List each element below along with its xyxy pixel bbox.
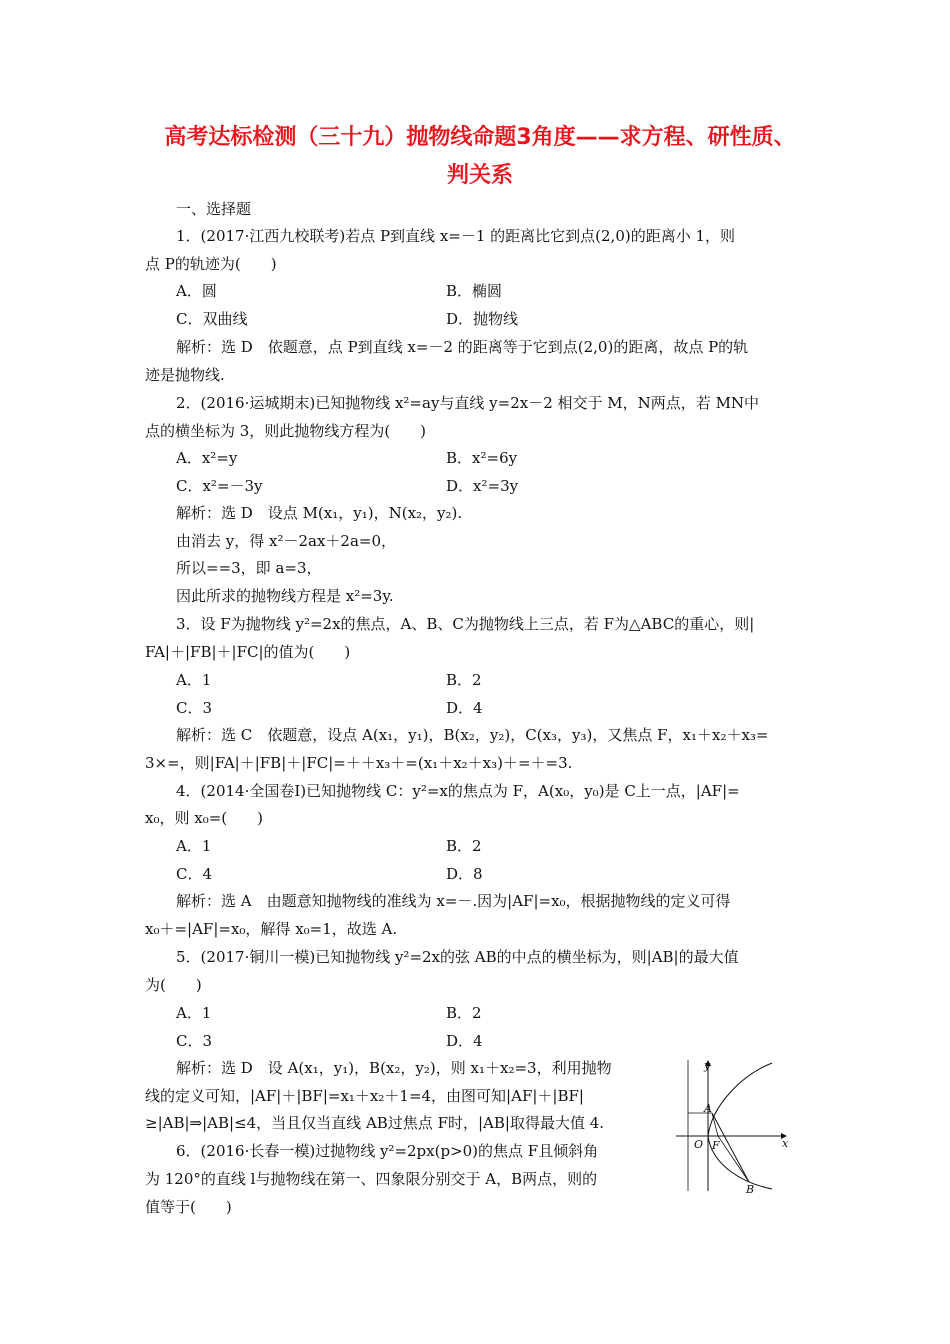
- q2-option-c: C．x²=－3y: [176, 477, 263, 495]
- q4-solution-line-2: x₀＋=|AF|=x₀，解得 x₀=1，故选 A.: [145, 920, 398, 938]
- document-title-line-2: 判关系: [446, 163, 513, 188]
- q3-solution-line-2: 3×=，则|FA|＋|FB|＋|FC|=＋＋x₃＋=(x₁＋x₂＋x₃)＋=＋=3.: [145, 754, 573, 772]
- segment-fb: [718, 1136, 749, 1182]
- q2-solution-line-3: 所以==3，即 a=3，: [176, 559, 322, 577]
- q4-option-a: A．1: [176, 837, 212, 855]
- q4-stem-line-1: 4．(2014·全国卷Ⅰ)已知抛物线 C：y²=x的焦点为 F，A(x₀，y₀)是 C上一点，|AF|=: [176, 782, 740, 800]
- q6-stem-line-3: 值等于( ): [145, 1198, 232, 1216]
- q2-stem-line-2: 点的横坐标为 3，则此抛物线方程为( ): [145, 422, 427, 440]
- q1-option-d: D．抛物线: [446, 310, 519, 328]
- q5-option-c: C．3: [176, 1032, 213, 1050]
- q4-option-d: D．8: [446, 865, 483, 883]
- document-title-line-1: 高考达标检测（三十九）抛物线命题3角度——求方程、研性质、: [164, 125, 796, 150]
- focus-label: F: [712, 1139, 720, 1152]
- q5-stem-line-1: 5．(2017·铜川一模)已知抛物线 y²=2x的弦 AB的中点的横坐标为，则|AB|的最大值: [176, 948, 739, 966]
- q3-stem-line-2: FA|＋|FB|＋|FC|的值为( ): [145, 643, 351, 661]
- segment-af: [712, 1113, 718, 1136]
- q1-option-c: C．双曲线: [176, 310, 248, 328]
- q2-stem-line-1: 2．(2016·运城期末)已知抛物线 x²=ay与直线 y=2x－2 相交于 M，N两点，若 MN中: [176, 394, 760, 412]
- q6-stem-line-1: 6．(2016·长春一模)过抛物线 y²=2px(p>0)的焦点 F且倾斜角: [176, 1142, 599, 1160]
- point-b-label: B: [746, 1183, 755, 1195]
- q6-stem-line-2: 为 120°的直线 l与抛物线在第一、四象限分别交于 A，B两点，则的: [145, 1170, 598, 1188]
- q1-solution-line-2: 迹是抛物线.: [145, 366, 225, 384]
- q5-solution-line-3: ≥|AB|⇒|AB|≤4，当且仅当直线 AB过焦点 F时，|AB|取得最大值 4.: [145, 1114, 605, 1132]
- q5-option-a: A．1: [176, 1004, 212, 1022]
- q4-option-c: C．4: [176, 865, 213, 883]
- section-heading: 一、选择题: [176, 200, 252, 218]
- q1-solution-line-1: 解析：选 D 依题意，点 P到直线 x=－2 的距离等于它到点(2,0)的距离，故点 P的轨: [176, 338, 749, 356]
- y-axis-label: y: [704, 1059, 711, 1072]
- q5-stem-line-2: 为( ): [145, 976, 202, 994]
- parabola-figure: [672, 1055, 792, 1195]
- q2-solution-line-4: 因此所求的抛物线方程是 x²=3y.: [176, 587, 394, 605]
- q1-stem-line-2: 点 P的轨迹为( ): [145, 255, 277, 273]
- q2-option-d: D．x²=3y: [446, 477, 519, 495]
- q4-stem-line-2: x₀，则 x₀=( ): [145, 809, 263, 827]
- q5-option-d: D．4: [446, 1032, 483, 1050]
- q3-stem-line-1: 3．设 F为抛物线 y²=2x的焦点，A、B、C为抛物线上三点，若 F为△ABC的重心，则|: [176, 615, 755, 633]
- q2-solution-line-2: 由消去 y，得 x²－2ax＋2a=0，: [176, 532, 397, 550]
- q3-option-a: A．1: [176, 671, 212, 689]
- q2-solution-line-1: 解析：选 D 设点 M(x₁，y₁)，N(x₂，y₂).: [176, 504, 463, 522]
- x-axis-label: x: [782, 1137, 789, 1150]
- q5-solution-line-2: 线的定义可知，|AF|＋|BF|=x₁＋x₂＋1=4，由图可知|AF|＋|BF|: [145, 1087, 584, 1105]
- q3-option-b: B．2: [446, 671, 482, 689]
- q1-option-b: B．椭圆: [446, 282, 503, 300]
- q3-option-c: C．3: [176, 699, 213, 717]
- q1-option-a: A．圆: [176, 282, 217, 300]
- q4-solution-line-1: 解析：选 A 由题意知抛物线的准线为 x=－.因为|AF|=x₀，根据抛物线的定义可得: [176, 892, 731, 910]
- origin-label: O: [694, 1138, 704, 1151]
- q2-option-a: A．x²=y: [176, 449, 238, 467]
- point-a-label: A: [704, 1102, 712, 1115]
- q2-option-b: B．x²=6y: [446, 449, 518, 467]
- parabola-curve: [708, 1063, 772, 1189]
- q4-option-b: B．2: [446, 837, 482, 855]
- q5-option-b: B．2: [446, 1004, 482, 1022]
- q3-solution-line-1: 解析：选 C 依题意，设点 A(x₁，y₁)，B(x₂，y₂)，C(x₃，y₃)，又焦点 F，x₁＋x₂＋x₃=: [176, 726, 769, 744]
- q3-option-d: D．4: [446, 699, 483, 717]
- q5-solution-line-1: 解析：选 D 设 A(x₁，y₁)，B(x₂，y₂)，则 x₁＋x₂=3，利用抛物: [176, 1059, 612, 1077]
- q1-stem-line-1: 1．(2017·江西九校联考)若点 P到直线 x=－1 的距离比它到点(2,0)的距离小 1，则: [176, 227, 736, 245]
